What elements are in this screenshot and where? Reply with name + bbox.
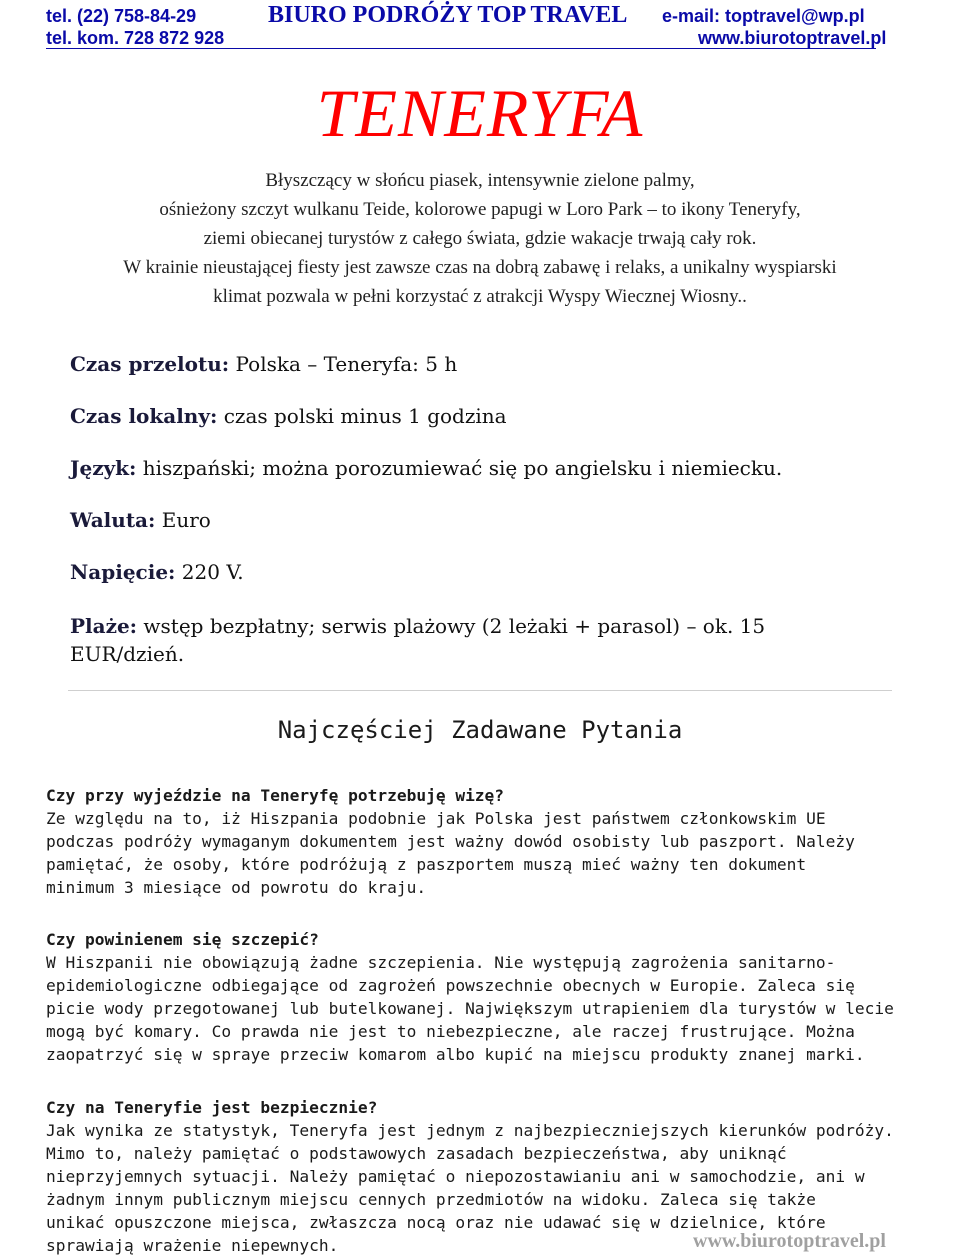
intro-line: klimat pozwala w pełni korzystać z atrakcji Wyspy Wiecznej Wiosny.. <box>213 286 747 307</box>
faq-answer-line: mogą być komary. Co prawda nie jest to niebezpieczne, ale raczej frustrujące. Można <box>46 1022 855 1041</box>
intro-line: Błyszczący w słońcu piasek, intensywnie zielone palmy, <box>265 170 695 191</box>
header-website[interactable]: www.biurotoptravel.pl <box>698 28 887 48</box>
faq-answer-line: W Hiszpanii nie obowiązują żadne szczepienia. Nie występują zagrożenia sanitarno- <box>46 953 836 972</box>
fact-label: Plaże: <box>70 614 138 638</box>
faq-question: Czy na Teneryfie jest bezpiecznie? <box>46 1098 378 1117</box>
header-email[interactable]: e-mail: toptravel@wp.pl <box>662 6 865 26</box>
section-divider <box>68 690 892 691</box>
faq-answer-line: sprawiają wrażenie niepewnych. <box>46 1236 339 1255</box>
fact-label: Czas przelotu: <box>70 352 230 376</box>
fact-value: Euro <box>161 508 211 532</box>
faq-question: Czy przy wyjeździe na Teneryfę potrzebuję wizę? <box>46 786 505 805</box>
faq-answer-line: Jak wynika ze statystyk, Teneryfa jest jednym z najbezpieczniejszych kierunków podróży. <box>46 1121 894 1140</box>
agency-name: BIURO PODRÓŻY TOP TRAVEL <box>268 2 628 28</box>
faq-item-vaccination <box>46 928 916 1066</box>
fact-label: Czas lokalny: <box>70 404 218 428</box>
intro-line: ziemi obiecanej turystów z całego świata, gdzie wakacje trwają cały rok. <box>203 228 757 249</box>
page-title: TENERYFA <box>316 75 644 151</box>
faq-answer <box>46 951 916 1066</box>
faq-answer-line: podczas podróży wymaganym dokumentem jest ważny dowód osobisty lub paszport. Należy <box>46 832 855 851</box>
fact-beaches <box>70 612 830 668</box>
fact-voltage <box>70 560 244 584</box>
faq-answer-line: pamiętać, że osoby, które podróżują z paszportem muszą mieć ważny ten dokument <box>46 855 807 874</box>
header-phone: tel. (22) 758-84-29 <box>46 6 197 26</box>
header-divider <box>46 48 876 49</box>
fact-value: wstęp bezpłatny; serwis plażowy (2 leżaki + parasol) – ok. 15 EUR/dzień. <box>70 614 766 666</box>
fact-value: hiszpański; można porozumiewać się po angielsku i niemiecku. <box>142 456 783 480</box>
intro-line: W krainie nieustającej fiesty jest zawsze czas na dobrą zabawę i relaks, a unikalny wyspiarski <box>123 257 837 278</box>
faq-answer <box>46 807 916 899</box>
fact-label: Język: <box>70 456 137 480</box>
fact-local-time <box>70 404 507 428</box>
fact-value: 220 V. <box>181 560 244 584</box>
header-mobile: tel. kom. 728 872 928 <box>46 28 225 48</box>
fact-language <box>70 456 782 480</box>
fact-label: Napięcie: <box>70 560 176 584</box>
fact-label: Waluta: <box>70 508 156 532</box>
intro-paragraph <box>40 166 920 311</box>
fact-value: Polska – Teneryfa: 5 h <box>235 352 458 376</box>
fact-currency <box>70 508 211 532</box>
faq-answer-line: żadnym innym publicznym miejscu cennych przedmiotów na widoku. Zaleca się także <box>46 1190 816 1209</box>
fact-flight-time <box>70 352 457 376</box>
faq-answer-line: Ze względu na to, iż Hiszpania podobnie jak Polska jest państwem członkowskim UE <box>46 809 826 828</box>
faq-answer-line: picie wody przegotowanej lub butelkowanej. Największym utrapieniem dla turystów w lecie <box>46 999 894 1018</box>
faq-answer-line: minimum 3 miesiące od powrotu do kraju. <box>46 878 427 897</box>
fact-value: czas polski minus 1 godzina <box>223 404 507 428</box>
faq-answer-line: nieprzyjemnych sytuacji. Należy pamiętać o niepozostawianiu ani w samochodzie, ani w <box>46 1167 865 1186</box>
footer-website[interactable]: www.biurotoptravel.pl <box>693 1230 886 1252</box>
faq-question: Czy powinienem się szczepić? <box>46 930 319 949</box>
faq-answer-line: epidemiologiczne odbiegające od zagrożeń powszechnie obecnych w Europie. Zaleca się <box>46 976 855 995</box>
faq-title: Najczęściej Zadawane Pytania <box>277 716 683 744</box>
faq-answer-line: zaopatrzyć się w spraye przeciw komarom albo kupić na miejscu produkty znanej marki. <box>46 1045 865 1064</box>
faq-answer-line: Mimo to, należy pamiętać o podstawowych zasadach bezpieczeństwa, aby uniknąć <box>46 1144 787 1163</box>
faq-answer-line: unikać opuszczone miejsca, zwłaszcza nocą oraz nie udawać się w dzielnice, które <box>46 1213 826 1232</box>
intro-line: ośnieżony szczyt wulkanu Teide, kolorowe papugi w Loro Park – to ikony Teneryfy, <box>159 199 801 220</box>
faq-item-visa <box>46 784 916 899</box>
